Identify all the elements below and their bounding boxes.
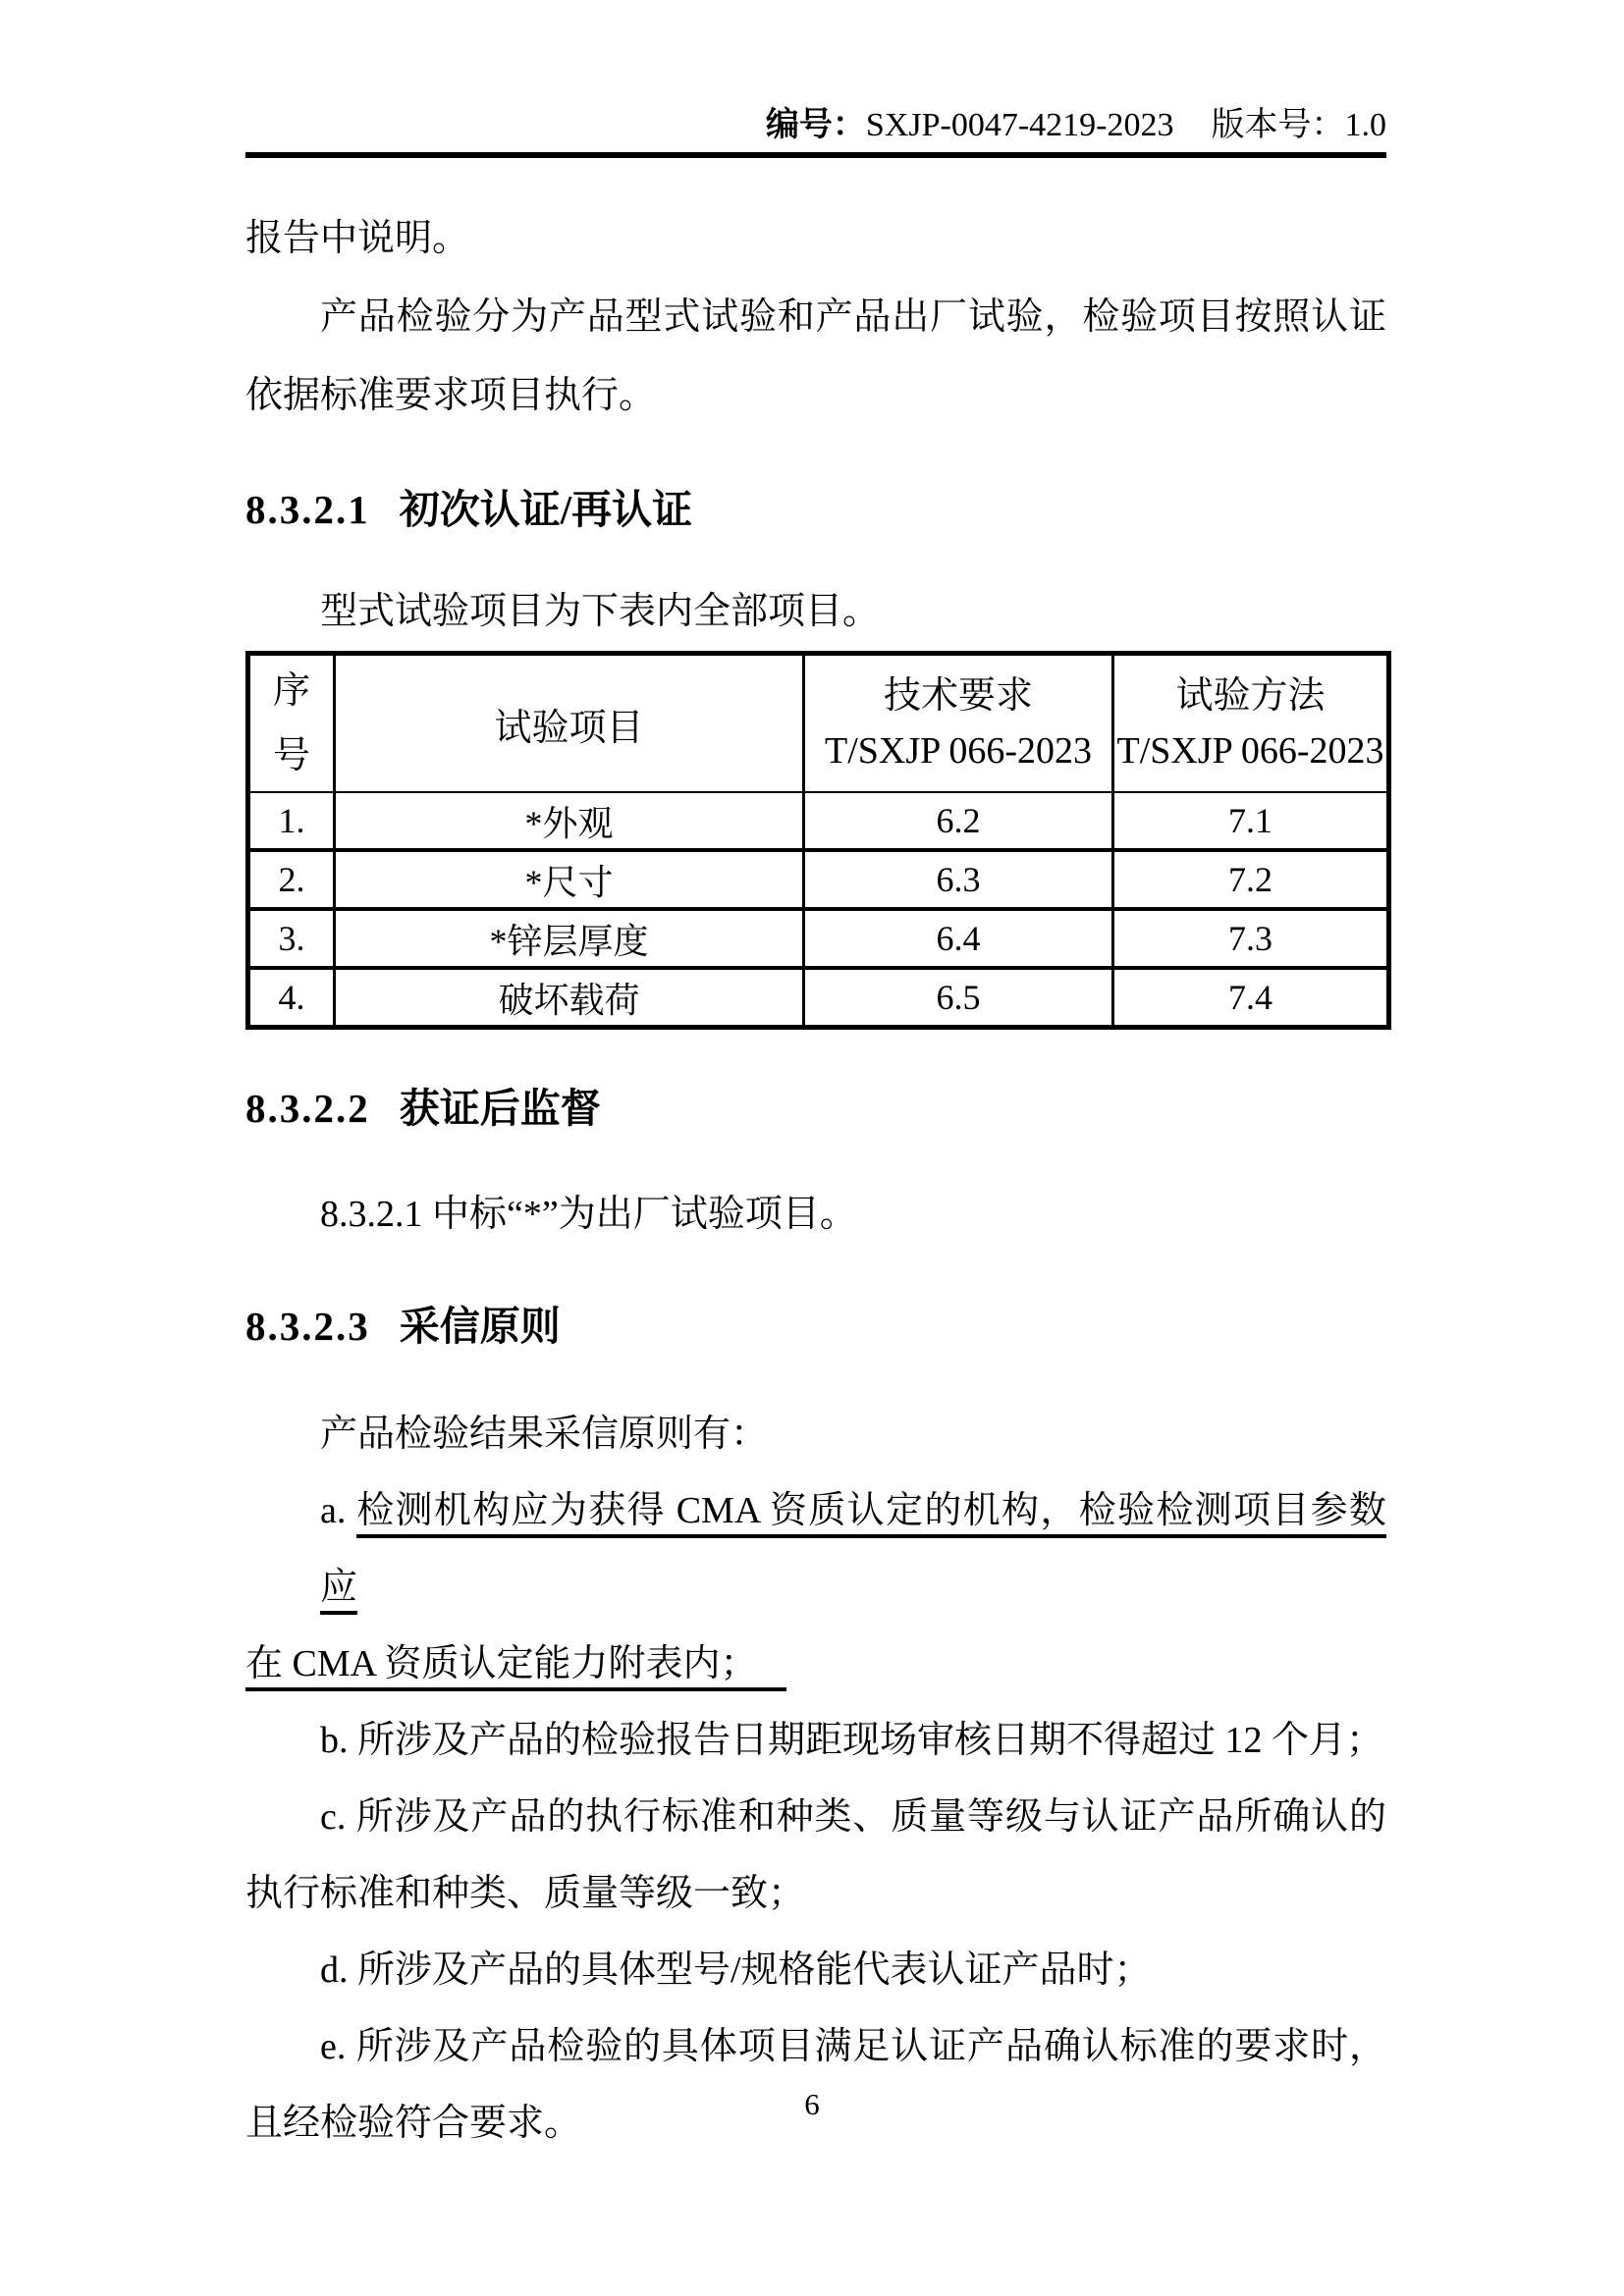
paragraph-report-note: 报告中说明。 [245, 218, 470, 259]
table-row [248, 909, 1389, 968]
section-number: 8.3.2.2 [245, 1086, 370, 1131]
principles-list [245, 1396, 1386, 2162]
principle-e-line2: 且经检验符合要求。 [245, 2103, 582, 2144]
section-number: 8.3.2.1 [245, 487, 370, 532]
cell-item: *尺寸 [335, 850, 804, 909]
principle-d: d. 所涉及产品的具体型号/规格能代表认证产品时； [320, 1949, 1152, 1991]
requirement-title: 技术要求 [883, 675, 1033, 717]
cell-requirement: 6.3 [804, 850, 1113, 909]
section-number: 8.3.2.3 [245, 1304, 370, 1349]
type-test-items-table [245, 651, 1391, 1030]
table-header-requirement [804, 654, 1113, 793]
cell-item: *外观 [335, 792, 804, 850]
table-row [248, 968, 1389, 1028]
table-row [248, 850, 1389, 909]
cell-requirement: 6.2 [804, 792, 1113, 850]
table-header-method [1113, 654, 1389, 793]
doc-body [245, 199, 1386, 2162]
cell-requirement: 6.4 [804, 909, 1113, 968]
principle-c-line1: c. 所涉及产品的执行标准和种类、质量等级与认证产品所确认的 [320, 1796, 1386, 1838]
paragraph-type-test: 型式试验项目为下表内全部项目。 [320, 591, 881, 632]
cell-seq: 3. [248, 909, 335, 968]
principle-a-line1 [245, 1472, 1386, 1626]
principle-b: b. 所涉及产品的检验报告日期距现场审核日期不得超过 12 个月； [320, 1720, 1384, 1761]
section-heading-post-certification-supervision [245, 1073, 1386, 1144]
principle-e-line1: e. 所涉及产品检验的具体项目满足认证产品确认标准的要求时， [320, 2026, 1386, 2067]
cell-seq: 1. [248, 792, 335, 850]
method-standard: T/SXJP 066-2023 [1116, 730, 1384, 772]
paragraph-inspection-line2: 依据标准要求项目执行。 [245, 375, 657, 416]
doc-number-label: 编号： [765, 107, 866, 143]
method-title: 试验方法 [1175, 675, 1326, 717]
cell-method: 7.2 [1113, 850, 1389, 909]
table-header-seq: 序号 [248, 654, 335, 793]
table-header-row [248, 654, 1389, 793]
doc-number-value: SXJP-0047-4219-2023 [865, 107, 1174, 143]
table-row [248, 792, 1389, 850]
principle-c-line2: 执行标准和种类、质量等级一致； [245, 1873, 806, 1914]
cell-method: 7.1 [1113, 792, 1389, 850]
section-title: 采信原则 [399, 1304, 561, 1349]
cell-method: 7.4 [1113, 968, 1389, 1028]
section-title: 获证后监督 [399, 1086, 601, 1131]
cell-item: 破坏载荷 [335, 968, 804, 1028]
section-title: 初次认证/再认证 [399, 487, 693, 532]
cell-requirement: 6.5 [804, 968, 1113, 1028]
cell-seq: 2. [248, 850, 335, 909]
version-value: 1.0 [1344, 107, 1386, 143]
cell-seq: 4. [248, 968, 335, 1028]
requirement-standard: T/SXJP 066-2023 [824, 730, 1092, 772]
doc-header [245, 104, 1386, 147]
page-number: 6 [804, 2087, 820, 2121]
paragraph-principles-intro: 产品检验结果采信原则有： [320, 1414, 769, 1455]
principle-a-underlined-text: 检测机构应为获得 CMA 资质认定的机构，检验检测项目参数应 [320, 1490, 1386, 1615]
principle-a-line2 [245, 1626, 1386, 1702]
version-label: 版本号： [1211, 107, 1345, 143]
section-heading-initial-certification [245, 474, 1386, 545]
header-divider-rule [245, 152, 1386, 158]
principle-a-prefix: a. [320, 1490, 347, 1531]
paragraph-inspection-line1: 产品检验分为产品型式试验和产品出厂试验，检验项目按照认证 [320, 296, 1386, 338]
principle-a-underlined-text: 在 CMA 资质认定能力附表内； [245, 1643, 786, 1691]
section-heading-acceptance-principles [245, 1291, 1386, 1362]
cell-item: *锌层厚度 [335, 909, 804, 968]
table-header-item: 试验项目 [335, 654, 804, 793]
cell-method: 7.3 [1113, 909, 1389, 968]
paragraph-supervision-note: 8.3.2.1 中标“*”为出厂试验项目。 [320, 1194, 857, 1235]
